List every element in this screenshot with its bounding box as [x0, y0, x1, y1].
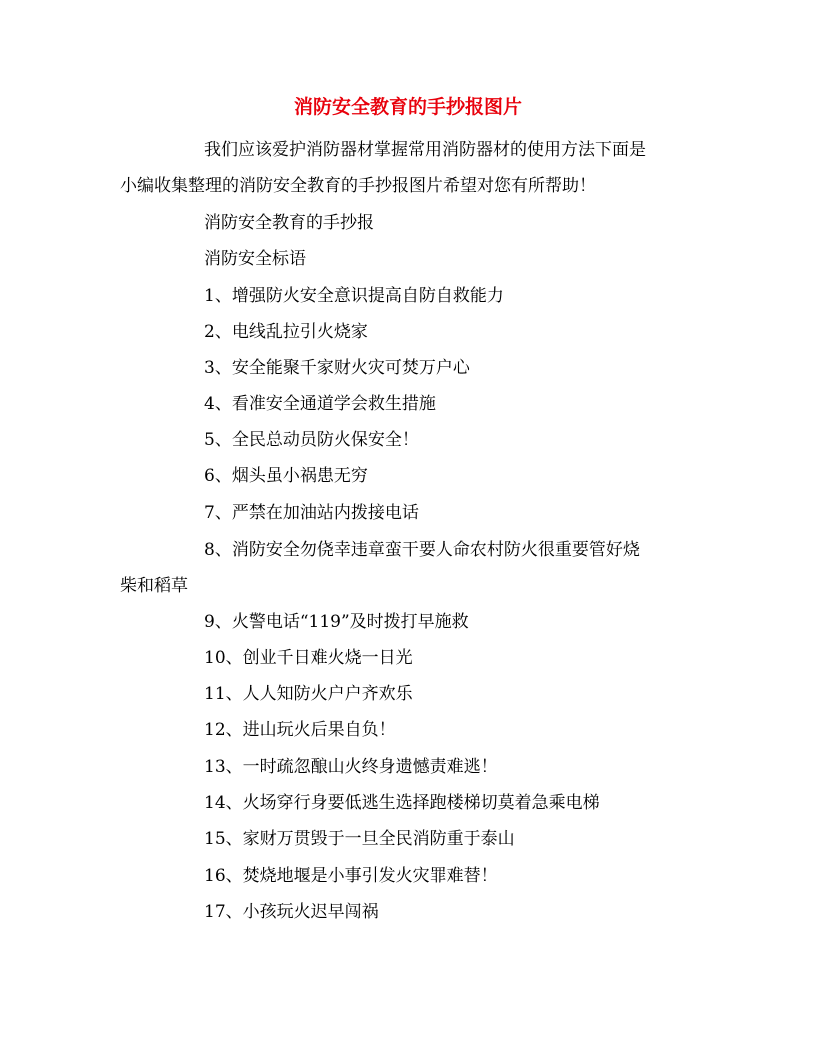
list-item: 10、创业千日难火烧一日光: [204, 648, 413, 668]
list-item: 3、安全能聚千家财火灾可焚万户心: [204, 358, 470, 378]
list-item: 15、家财万贯毁于一旦全民消防重于泰山: [204, 829, 515, 849]
list-item: 1、增强防火安全意识提高自防自救能力: [204, 286, 504, 306]
list-item: 7、严禁在加油站内拨接电话: [204, 503, 419, 523]
list-item: 11、人人知防火户户齐欢乐: [204, 684, 413, 704]
list-item: 9、火警电话“119”及时拨打早施救: [204, 612, 469, 632]
section-heading: 消防安全教育的手抄报: [204, 213, 374, 233]
list-item: 2、电线乱拉引火烧家: [204, 322, 368, 342]
list-item: 12、进山玩火后果自负！: [204, 720, 396, 740]
list-item: 6、烟头虽小祸患无穷: [204, 466, 368, 486]
list-item: 13、一时疏忽酿山火终身遗憾责难逃！: [204, 757, 498, 777]
intro-paragraph-line-1: 我们应该爱护消防器材掌握常用消防器材的使用方法下面是: [204, 140, 646, 160]
list-item: 8、消防安全勿侥幸违章蛮干要人命农村防火很重要管好烧: [204, 540, 640, 560]
slogans-heading: 消防安全标语: [204, 249, 306, 269]
list-item: 14、火场穿行身要低逃生选择跑楼梯切莫着急乘电梯: [204, 793, 600, 813]
intro-paragraph-line-2: 小编收集整理的消防安全教育的手抄报图片希望对您有所帮助！: [120, 176, 596, 196]
list-item: 16、焚烧地堰是小事引发火灾罪难替！: [204, 866, 498, 886]
list-item-continuation: 柴和稻草: [120, 576, 188, 596]
list-item: 17、小孩玩火迟早闯祸: [204, 902, 379, 922]
list-item: 5、全民总动员防火保安全！: [204, 430, 419, 450]
list-item: 4、看准安全通道学会救生措施: [204, 394, 436, 414]
document-title: 消防安全教育的手抄报图片: [293, 96, 522, 118]
